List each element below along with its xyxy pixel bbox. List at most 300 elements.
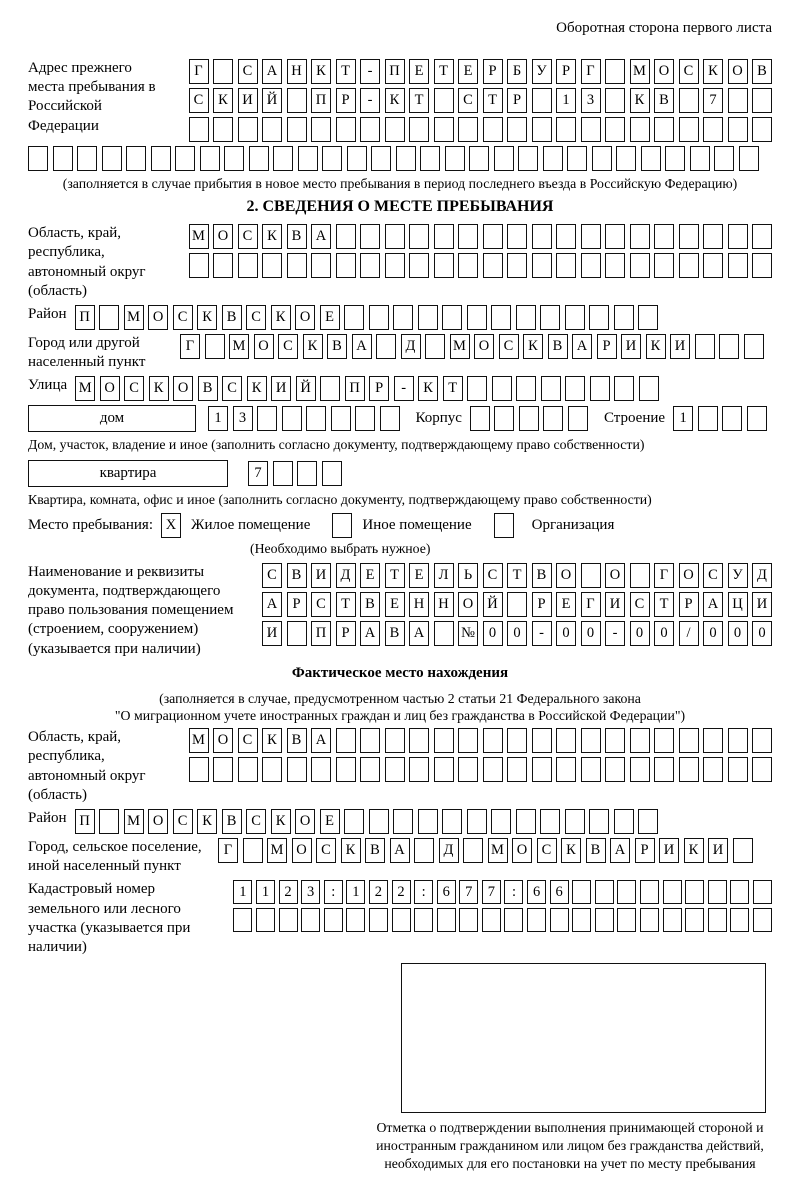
char-cell[interactable]: О xyxy=(458,592,478,617)
char-cell[interactable]: П xyxy=(345,376,365,401)
char-cell[interactable] xyxy=(311,757,331,782)
char-cell[interactable] xyxy=(685,880,704,904)
char-cell[interactable]: 3 xyxy=(581,88,601,113)
char-cell[interactable]: Е xyxy=(409,563,429,588)
char-cell[interactable] xyxy=(595,908,614,932)
char-cell[interactable] xyxy=(287,621,307,646)
char-cell[interactable]: А xyxy=(610,838,630,863)
char-cell[interactable]: О xyxy=(679,563,699,588)
char-cell[interactable]: О xyxy=(254,334,274,359)
char-cell[interactable] xyxy=(238,757,258,782)
prev-address-row-2[interactable] xyxy=(189,88,773,113)
char-cell[interactable]: О xyxy=(100,376,120,401)
char-cell[interactable] xyxy=(420,146,440,171)
char-cell[interactable] xyxy=(543,406,563,431)
char-cell[interactable] xyxy=(483,728,503,753)
char-cell[interactable]: О xyxy=(292,838,312,863)
char-cell[interactable] xyxy=(565,305,585,330)
char-cell[interactable] xyxy=(467,305,487,330)
char-cell[interactable]: И xyxy=(311,563,331,588)
char-cell[interactable]: Д xyxy=(439,838,459,863)
char-cell[interactable]: И xyxy=(238,88,258,113)
char-cell[interactable]: О xyxy=(213,224,233,249)
char-cell[interactable] xyxy=(565,376,585,401)
char-cell[interactable] xyxy=(516,305,536,330)
char-cell[interactable]: М xyxy=(630,59,650,84)
char-cell[interactable]: Р xyxy=(369,376,389,401)
checkbox-organizatsiya[interactable] xyxy=(494,513,514,538)
char-cell[interactable] xyxy=(336,253,356,278)
char-cell[interactable] xyxy=(581,757,601,782)
char-cell[interactable] xyxy=(532,117,552,142)
char-cell[interactable]: Е xyxy=(409,59,429,84)
char-cell[interactable]: 3 xyxy=(233,406,253,431)
char-cell[interactable]: 1 xyxy=(256,880,275,904)
char-cell[interactable] xyxy=(205,334,225,359)
char-cell[interactable] xyxy=(385,757,405,782)
char-cell[interactable]: - xyxy=(360,88,380,113)
char-cell[interactable]: С xyxy=(189,88,209,113)
char-cell[interactable] xyxy=(541,376,561,401)
char-cell[interactable]: № xyxy=(458,621,478,646)
char-cell[interactable]: Г xyxy=(581,59,601,84)
char-cell[interactable] xyxy=(543,146,563,171)
char-cell[interactable]: А xyxy=(262,592,282,617)
char-cell[interactable] xyxy=(519,406,539,431)
char-cell[interactable] xyxy=(556,728,576,753)
factual-oblast-row-2[interactable] xyxy=(189,757,773,782)
char-cell[interactable] xyxy=(703,117,723,142)
char-cell[interactable]: А xyxy=(360,621,380,646)
char-cell[interactable]: В xyxy=(287,563,307,588)
char-cell[interactable] xyxy=(616,146,636,171)
char-cell[interactable] xyxy=(605,757,625,782)
char-cell[interactable] xyxy=(458,757,478,782)
char-cell[interactable] xyxy=(698,406,718,431)
char-cell[interactable] xyxy=(189,253,209,278)
char-cell[interactable]: О xyxy=(556,563,576,588)
char-cell[interactable] xyxy=(507,117,527,142)
char-cell[interactable]: Ь xyxy=(458,563,478,588)
char-cell[interactable]: - xyxy=(394,376,414,401)
char-cell[interactable] xyxy=(213,757,233,782)
char-cell[interactable]: Е xyxy=(556,592,576,617)
char-cell[interactable]: С xyxy=(630,592,650,617)
char-cell[interactable] xyxy=(753,880,772,904)
char-cell[interactable]: Р xyxy=(483,59,503,84)
char-cell[interactable] xyxy=(507,224,527,249)
char-cell[interactable]: Р xyxy=(507,88,527,113)
char-cell[interactable]: Н xyxy=(287,59,307,84)
char-cell[interactable] xyxy=(747,406,767,431)
char-cell[interactable] xyxy=(581,728,601,753)
char-cell[interactable] xyxy=(360,757,380,782)
char-cell[interactable] xyxy=(434,88,454,113)
kvartira-cells[interactable] xyxy=(248,461,342,486)
char-cell[interactable] xyxy=(714,146,734,171)
char-cell[interactable] xyxy=(287,757,307,782)
char-cell[interactable] xyxy=(730,880,749,904)
char-cell[interactable] xyxy=(556,117,576,142)
char-cell[interactable]: С xyxy=(173,809,193,834)
char-cell[interactable]: Т xyxy=(409,88,429,113)
char-cell[interactable] xyxy=(418,305,438,330)
char-cell[interactable]: К xyxy=(197,305,217,330)
char-cell[interactable] xyxy=(301,908,320,932)
char-cell[interactable] xyxy=(663,908,682,932)
char-cell[interactable] xyxy=(425,334,445,359)
char-cell[interactable] xyxy=(273,146,293,171)
char-cell[interactable] xyxy=(396,146,416,171)
char-cell[interactable]: Д xyxy=(336,563,356,588)
char-cell[interactable]: С xyxy=(311,592,331,617)
char-cell[interactable]: Т xyxy=(483,88,503,113)
char-cell[interactable]: М xyxy=(450,334,470,359)
char-cell[interactable]: К xyxy=(149,376,169,401)
char-cell[interactable] xyxy=(532,253,552,278)
char-cell[interactable] xyxy=(663,880,682,904)
char-cell[interactable] xyxy=(728,728,748,753)
char-cell[interactable]: С xyxy=(238,224,258,249)
char-cell[interactable] xyxy=(336,728,356,753)
char-cell[interactable]: В xyxy=(365,838,385,863)
char-cell[interactable] xyxy=(392,908,411,932)
char-cell[interactable]: К xyxy=(262,728,282,753)
char-cell[interactable] xyxy=(256,908,275,932)
char-cell[interactable]: Г xyxy=(654,563,674,588)
char-cell[interactable]: О xyxy=(148,809,168,834)
char-cell[interactable]: К xyxy=(303,334,323,359)
char-cell[interactable] xyxy=(331,406,351,431)
char-cell[interactable] xyxy=(200,146,220,171)
char-cell[interactable]: Т xyxy=(385,563,405,588)
char-cell[interactable]: Т xyxy=(336,59,356,84)
char-cell[interactable] xyxy=(282,406,302,431)
char-cell[interactable]: 0 xyxy=(654,621,674,646)
char-cell[interactable] xyxy=(507,728,527,753)
char-cell[interactable]: : xyxy=(324,880,343,904)
char-cell[interactable]: И xyxy=(605,592,625,617)
char-cell[interactable] xyxy=(297,461,317,486)
char-cell[interactable] xyxy=(679,224,699,249)
char-cell[interactable]: Р xyxy=(556,59,576,84)
char-cell[interactable] xyxy=(630,563,650,588)
char-cell[interactable]: Й xyxy=(296,376,316,401)
char-cell[interactable]: А xyxy=(352,334,372,359)
char-cell[interactable]: О xyxy=(295,809,315,834)
char-cell[interactable] xyxy=(491,305,511,330)
char-cell[interactable]: С xyxy=(238,59,258,84)
char-cell[interactable]: М xyxy=(267,838,287,863)
char-cell[interactable]: 1 xyxy=(346,880,365,904)
char-cell[interactable] xyxy=(665,146,685,171)
char-cell[interactable] xyxy=(126,146,146,171)
char-cell[interactable] xyxy=(617,880,636,904)
char-cell[interactable] xyxy=(494,146,514,171)
char-cell[interactable]: С xyxy=(679,59,699,84)
oblast-row-1[interactable] xyxy=(189,224,773,249)
char-cell[interactable] xyxy=(556,224,576,249)
char-cell[interactable]: У xyxy=(728,563,748,588)
char-cell[interactable]: В xyxy=(222,809,242,834)
char-cell[interactable] xyxy=(434,253,454,278)
char-cell[interactable] xyxy=(491,809,511,834)
char-cell[interactable] xyxy=(605,728,625,753)
char-cell[interactable] xyxy=(630,117,650,142)
raion-row[interactable] xyxy=(75,305,659,330)
char-cell[interactable] xyxy=(322,461,342,486)
char-cell[interactable] xyxy=(630,224,650,249)
char-cell[interactable] xyxy=(414,908,433,932)
char-cell[interactable] xyxy=(752,88,772,113)
char-cell[interactable]: К xyxy=(561,838,581,863)
char-cell[interactable]: В xyxy=(198,376,218,401)
char-cell[interactable]: - xyxy=(360,59,380,84)
char-cell[interactable]: К xyxy=(271,809,291,834)
char-cell[interactable] xyxy=(565,809,585,834)
stroenie-cells[interactable] xyxy=(673,406,767,431)
char-cell[interactable]: О xyxy=(474,334,494,359)
char-cell[interactable] xyxy=(393,305,413,330)
char-cell[interactable] xyxy=(690,146,710,171)
char-cell[interactable]: В xyxy=(360,592,380,617)
char-cell[interactable] xyxy=(409,224,429,249)
char-cell[interactable] xyxy=(679,728,699,753)
char-cell[interactable]: К xyxy=(311,59,331,84)
char-cell[interactable]: 2 xyxy=(392,880,411,904)
char-cell[interactable]: 6 xyxy=(527,880,546,904)
char-cell[interactable] xyxy=(719,334,739,359)
char-cell[interactable]: К xyxy=(213,88,233,113)
char-cell[interactable] xyxy=(224,146,244,171)
char-cell[interactable] xyxy=(469,146,489,171)
char-cell[interactable] xyxy=(298,146,318,171)
char-cell[interactable] xyxy=(638,305,658,330)
char-cell[interactable] xyxy=(752,728,772,753)
char-cell[interactable]: М xyxy=(229,334,249,359)
char-cell[interactable]: Т xyxy=(336,592,356,617)
char-cell[interactable] xyxy=(458,253,478,278)
char-cell[interactable]: Д xyxy=(752,563,772,588)
char-cell[interactable] xyxy=(262,117,282,142)
char-cell[interactable] xyxy=(679,88,699,113)
oblast-row-2[interactable] xyxy=(189,253,773,278)
char-cell[interactable] xyxy=(679,117,699,142)
char-cell[interactable] xyxy=(99,809,119,834)
char-cell[interactable]: У xyxy=(532,59,552,84)
char-cell[interactable] xyxy=(445,146,465,171)
char-cell[interactable]: : xyxy=(414,880,433,904)
kadastr-row-1[interactable] xyxy=(233,880,772,904)
char-cell[interactable] xyxy=(614,376,634,401)
char-cell[interactable] xyxy=(306,406,326,431)
char-cell[interactable] xyxy=(614,305,634,330)
char-cell[interactable]: / xyxy=(679,621,699,646)
char-cell[interactable]: Р xyxy=(679,592,699,617)
char-cell[interactable] xyxy=(708,880,727,904)
char-cell[interactable]: К xyxy=(684,838,704,863)
char-cell[interactable]: 2 xyxy=(279,880,298,904)
char-cell[interactable] xyxy=(434,224,454,249)
char-cell[interactable]: 3 xyxy=(301,880,320,904)
char-cell[interactable] xyxy=(752,757,772,782)
char-cell[interactable] xyxy=(640,908,659,932)
char-cell[interactable] xyxy=(28,146,48,171)
char-cell[interactable] xyxy=(679,253,699,278)
char-cell[interactable] xyxy=(458,117,478,142)
char-cell[interactable]: С xyxy=(316,838,336,863)
char-cell[interactable]: О xyxy=(173,376,193,401)
char-cell[interactable]: Г xyxy=(581,592,601,617)
char-cell[interactable]: С xyxy=(124,376,144,401)
char-cell[interactable] xyxy=(380,406,400,431)
char-cell[interactable]: А xyxy=(409,621,429,646)
char-cell[interactable] xyxy=(630,253,650,278)
char-cell[interactable] xyxy=(483,757,503,782)
char-cell[interactable]: М xyxy=(75,376,95,401)
char-cell[interactable] xyxy=(739,146,759,171)
char-cell[interactable]: В xyxy=(287,728,307,753)
char-cell[interactable] xyxy=(572,908,591,932)
char-cell[interactable] xyxy=(581,117,601,142)
char-cell[interactable] xyxy=(437,908,456,932)
char-cell[interactable] xyxy=(360,253,380,278)
char-cell[interactable]: К xyxy=(703,59,723,84)
char-cell[interactable]: - xyxy=(605,621,625,646)
char-cell[interactable] xyxy=(233,908,252,932)
char-cell[interactable] xyxy=(507,757,527,782)
char-cell[interactable] xyxy=(483,224,503,249)
char-cell[interactable] xyxy=(532,728,552,753)
char-cell[interactable]: Г xyxy=(189,59,209,84)
char-cell[interactable] xyxy=(102,146,122,171)
char-cell[interactable] xyxy=(483,117,503,142)
char-cell[interactable] xyxy=(752,253,772,278)
char-cell[interactable]: С xyxy=(238,728,258,753)
char-cell[interactable]: Т xyxy=(507,563,527,588)
char-cell[interactable]: 0 xyxy=(507,621,527,646)
char-cell[interactable]: Т xyxy=(443,376,463,401)
char-cell[interactable] xyxy=(617,908,636,932)
char-cell[interactable] xyxy=(385,253,405,278)
char-cell[interactable] xyxy=(409,117,429,142)
char-cell[interactable]: В xyxy=(548,334,568,359)
char-cell[interactable] xyxy=(238,117,258,142)
char-cell[interactable] xyxy=(336,757,356,782)
char-cell[interactable] xyxy=(728,88,748,113)
char-cell[interactable] xyxy=(605,59,625,84)
char-cell[interactable] xyxy=(360,224,380,249)
char-cell[interactable] xyxy=(703,224,723,249)
char-cell[interactable] xyxy=(249,146,269,171)
char-cell[interactable] xyxy=(99,305,119,330)
char-cell[interactable]: А xyxy=(703,592,723,617)
char-cell[interactable] xyxy=(592,146,612,171)
char-cell[interactable]: Н xyxy=(409,592,429,617)
char-cell[interactable] xyxy=(605,253,625,278)
char-cell[interactable] xyxy=(605,224,625,249)
char-cell[interactable]: В xyxy=(222,305,242,330)
char-cell[interactable]: Е xyxy=(320,305,340,330)
char-cell[interactable] xyxy=(409,757,429,782)
char-cell[interactable]: С xyxy=(703,563,723,588)
prev-address-row-3[interactable] xyxy=(189,117,773,142)
char-cell[interactable] xyxy=(581,253,601,278)
char-cell[interactable] xyxy=(369,809,389,834)
char-cell[interactable]: Р xyxy=(336,621,356,646)
char-cell[interactable] xyxy=(344,809,364,834)
char-cell[interactable]: Р xyxy=(287,592,307,617)
char-cell[interactable] xyxy=(434,757,454,782)
char-cell[interactable] xyxy=(409,728,429,753)
char-cell[interactable]: В xyxy=(327,334,347,359)
char-cell[interactable]: 6 xyxy=(550,880,569,904)
char-cell[interactable]: 0 xyxy=(703,621,723,646)
char-cell[interactable]: А xyxy=(262,59,282,84)
char-cell[interactable]: К xyxy=(262,224,282,249)
char-cell[interactable] xyxy=(744,334,764,359)
char-cell[interactable]: Р xyxy=(336,88,356,113)
char-cell[interactable] xyxy=(467,376,487,401)
char-cell[interactable]: О xyxy=(512,838,532,863)
char-cell[interactable]: Е xyxy=(385,592,405,617)
char-cell[interactable]: В xyxy=(654,88,674,113)
char-cell[interactable]: М xyxy=(124,809,144,834)
char-cell[interactable] xyxy=(752,224,772,249)
char-cell[interactable]: С xyxy=(483,563,503,588)
char-cell[interactable] xyxy=(320,376,340,401)
char-cell[interactable] xyxy=(213,117,233,142)
char-cell[interactable] xyxy=(556,757,576,782)
char-cell[interactable]: В xyxy=(385,621,405,646)
char-cell[interactable]: В xyxy=(586,838,606,863)
char-cell[interactable] xyxy=(470,406,490,431)
char-cell[interactable] xyxy=(369,908,388,932)
char-cell[interactable]: С xyxy=(222,376,242,401)
char-cell[interactable]: О xyxy=(295,305,315,330)
char-cell[interactable] xyxy=(567,146,587,171)
char-cell[interactable]: А xyxy=(390,838,410,863)
char-cell[interactable]: С xyxy=(173,305,193,330)
char-cell[interactable] xyxy=(504,908,523,932)
char-cell[interactable]: К xyxy=(523,334,543,359)
char-cell[interactable]: Р xyxy=(532,592,552,617)
char-cell[interactable]: Й xyxy=(483,592,503,617)
char-cell[interactable] xyxy=(679,757,699,782)
char-cell[interactable]: 1 xyxy=(556,88,576,113)
prev-address-row-1[interactable] xyxy=(189,59,773,84)
doc-row-3[interactable] xyxy=(262,621,772,646)
char-cell[interactable] xyxy=(752,117,772,142)
char-cell[interactable]: Б xyxy=(507,59,527,84)
gorod-row[interactable] xyxy=(180,334,764,359)
char-cell[interactable]: И xyxy=(752,592,772,617)
char-cell[interactable] xyxy=(344,305,364,330)
char-cell[interactable] xyxy=(463,838,483,863)
factual-raion-row[interactable] xyxy=(75,809,659,834)
char-cell[interactable]: Р xyxy=(635,838,655,863)
char-cell[interactable] xyxy=(385,117,405,142)
char-cell[interactable] xyxy=(418,809,438,834)
char-cell[interactable]: 0 xyxy=(728,621,748,646)
char-cell[interactable] xyxy=(605,88,625,113)
char-cell[interactable]: И xyxy=(670,334,690,359)
char-cell[interactable] xyxy=(550,908,569,932)
char-cell[interactable] xyxy=(347,146,367,171)
char-cell[interactable] xyxy=(516,376,536,401)
char-cell[interactable] xyxy=(262,757,282,782)
char-cell[interactable]: П xyxy=(75,809,95,834)
